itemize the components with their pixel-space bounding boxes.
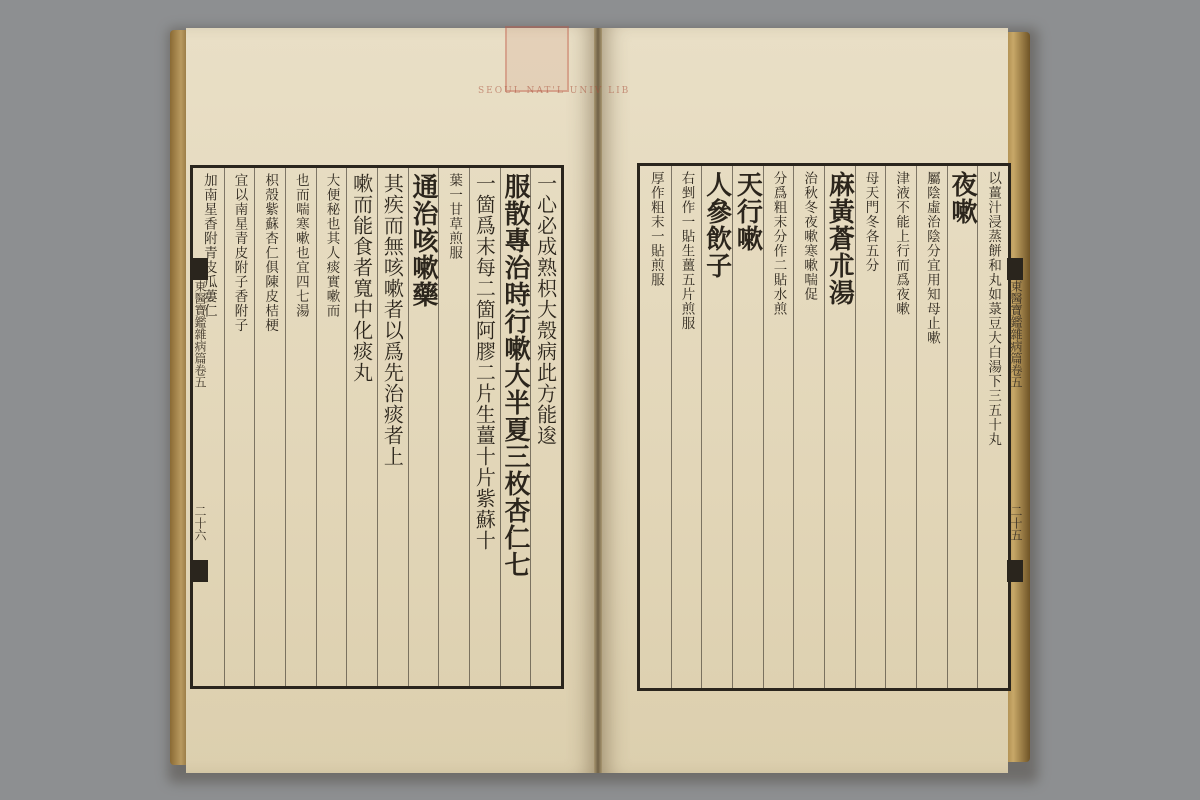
left-page-column-rule: [285, 168, 286, 686]
left-page-text-column: 枳殼紫蘇杏仁俱陳皮桔梗: [262, 173, 279, 333]
right-page-text-column: 人參飲子: [701, 171, 732, 279]
left-page-text-column: 一箇爲末每二箇阿膠二片生薑十片紫蘇十: [472, 173, 497, 551]
left-page-text-column: 其疾而無咳嗽者以爲先治痰者上: [380, 173, 405, 467]
left-page-column-rule: [500, 168, 501, 686]
right-page-text-column: 屬陰虛治陰分宜用知母止嗽: [923, 171, 940, 345]
right-page-column-rule: [732, 166, 733, 688]
left-page-text-column: 一心必成熟枳大殼病此方能逡: [533, 173, 558, 446]
left-page-column-rule: [408, 168, 409, 686]
book-gutter: [594, 28, 602, 773]
right-page-text-column: 母天門冬各五分: [862, 171, 879, 273]
left-page-text-column: 也而喘寒嗽也宜四七湯: [292, 173, 309, 318]
left-page-column-rule: [469, 168, 470, 686]
left-page-text-column: 大便秘也其人痰實嗽而: [323, 173, 340, 318]
right-page-column-rule: [916, 166, 917, 688]
right-page-text-column: 天行嗽: [732, 171, 763, 252]
right-page-column-rule: [763, 166, 764, 688]
right-page-text-column: 厚作粗末一貼煎服: [647, 171, 664, 287]
left-page-text-column: 宜以南星青皮附子香附子: [231, 173, 248, 333]
left-margin-title: 東醫寶鑑雜病篇卷五: [193, 280, 207, 388]
right-page-text-column: 分爲粗末分作二貼水煎: [770, 171, 787, 316]
right-page-text-column: 夜嗽: [947, 171, 977, 225]
library-seal-caption: SEOUL NAT'L UNIV LIB: [478, 86, 631, 96]
left-page-text-column: 葉一甘草煎服: [446, 173, 463, 260]
left-page-column-rule: [346, 168, 347, 686]
right-page-column-rule: [671, 166, 672, 688]
right-page-column-rule: [824, 166, 825, 688]
right-page-column-rule: [885, 166, 886, 688]
left-text-frame: [190, 165, 564, 689]
library-seal-stamp: [505, 26, 569, 92]
left-page-column-rule: [438, 168, 439, 686]
right-page-text-column: 右剉作一貼生薑五片煎服: [678, 171, 695, 331]
right-page-text-column: 治秋冬夜嗽寒嗽喘促: [801, 171, 818, 302]
right-margin-title: 東醫寶鑑雜病篇卷五: [1009, 280, 1023, 388]
left-margin-page-number: 二十六: [193, 505, 207, 541]
right-page-column-rule: [947, 166, 948, 688]
right-margin-page-number: 二十五: [1009, 505, 1023, 541]
right-text-frame: [637, 163, 1011, 691]
right-page-text-column: 麻黃蒼朮湯: [824, 171, 855, 306]
right-page-column-rule: [701, 166, 702, 688]
left-page-column-rule: [224, 168, 225, 686]
right-page-column-rule: [855, 166, 856, 688]
left-page-text-column: 加南星香附青皮瓜蔞仁: [200, 173, 217, 318]
left-page-column-rule: [254, 168, 255, 686]
right-page-column-rule: [793, 166, 794, 688]
left-page-text-column: 服散專治時行嗽大半夏三枚杏仁七: [500, 173, 530, 578]
left-page-text-column: 嗽而能食者寬中化痰丸: [349, 173, 374, 383]
left-page-column-rule: [530, 168, 531, 686]
right-page-column-rule: [977, 166, 978, 688]
right-page-text-column: 以薑汁浸蒸餅和丸如菉豆大白湯下三五十丸: [985, 171, 1002, 447]
left-page-column-rule: [377, 168, 378, 686]
left-page-column-rule: [316, 168, 317, 686]
left-page-text-column: 通治咳嗽藥: [408, 173, 438, 308]
right-page-text-column: 津液不能上行而爲夜嗽: [893, 171, 910, 316]
